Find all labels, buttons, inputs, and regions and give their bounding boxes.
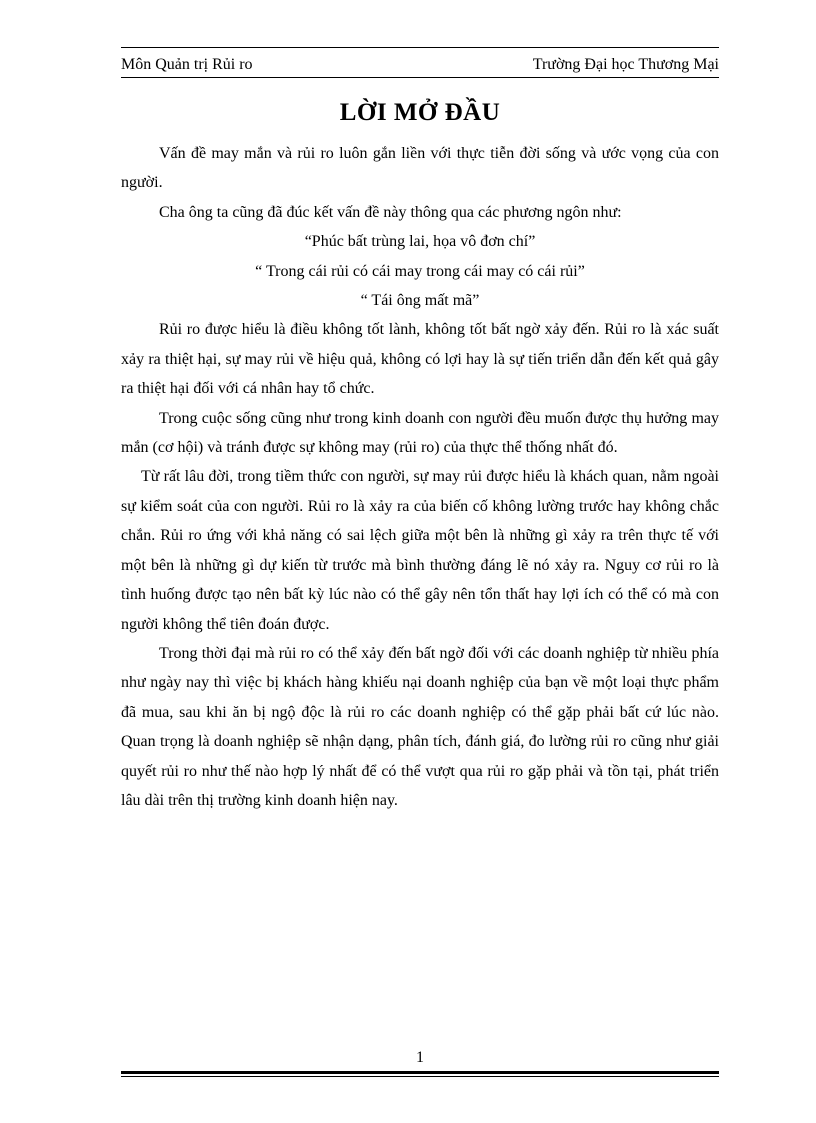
- header-top-rule: [121, 47, 719, 48]
- header-course-name: Môn Quản trị Rủi ro: [121, 56, 253, 73]
- proverb-1: “Phúc bất trùng lai, họa vô đơn chí”: [304, 233, 536, 251]
- paragraph-risk-definition: Rủi ro được hiểu là điều không tốt lành, không tốt bất ngờ xảy đến. Rủi ro là xác suất xảy ra thiệt hại, sự may rủi về hiệu quả, không có lợi hay là sự tiến triển dẫn đến kết quả gây ra thiệt hại đối với cá nhân hay tổ chức.: [121, 321, 719, 398]
- proverb-3: “ Tái ông mất mã”: [360, 292, 480, 310]
- footer-thin-rule: [121, 1076, 719, 1077]
- proverb-2: “ Trong cái rủi có cái may trong cái may có cái rủi”: [255, 262, 585, 280]
- paragraph-intro: Vấn đề may mắn và rủi ro luôn gắn liền với thực tiễn đời sống và ước vọng của con người.: [121, 145, 719, 192]
- page-header: [121, 54, 719, 76]
- header-bottom-rule: [121, 77, 719, 78]
- paragraph-life-business: Trong cuộc sống cũng như trong kinh doanh con người đều muốn được thụ hưởng may mắn (cơ hội) và tránh được sự không may (rủi ro) của thực thể thống nhất đó.: [121, 409, 719, 457]
- footer-thick-rule: [121, 1071, 719, 1074]
- paragraph-modern-era: Trong thời đại mà rủi ro có thể xảy đến bất ngờ đối với các doanh nghiệp từ nhiều phía như ngày nay thì việc bị khách hàng khiếu nại doanh nghiệp của bạn về một loại thực phẩm đã mua, sau khi ăn bị ngộ độc là rủi ro các doanh nghiệp có thể gặp phải bất cứ lúc nào. Quan trọng là doanh nghiệp sẽ nhận dạng, phân tích, đánh giá, đo lường rủi ro cũng như giải quyết rủi ro như thế nào hợp lý nhất để có thể vượt qua rủi ro gặp phải và tồn tại, phát triển lâu dài trên thị trường kinh doanh hiện nay.: [121, 644, 719, 809]
- header-university-name: Trường Đại học Thương Mại: [532, 56, 719, 73]
- page-number: 1: [416, 1049, 424, 1066]
- paragraph-proverbs-lead: Cha ông ta cũng đã đúc kết vấn đề này thông qua các phương ngôn như:: [159, 203, 622, 221]
- paragraph-history: Từ rất lâu đời, trong tiềm thức con người, sự may rủi được hiểu là khách quan, nằm ngoài sự kiểm soát của con người. Rủi ro là xảy ra của biến cố không lường trước hay không chắc chắn. Rủi ro ứng với khả năng có sai lệch giữa một bên là những gì xảy ra trên thực tế với một bên là những gì dự kiến từ trước mà bình thường đáng lẽ nó xảy ra. Nguy cơ rủi ro là tình huống được tạo nên bất kỳ lúc nào có thể gây nên tổn thất hay lợi ích có thể có mà con người không thể tiên đoán được.: [121, 468, 719, 633]
- document-body: [121, 139, 719, 815]
- page-title: LỜI MỞ ĐẦU: [339, 99, 501, 126]
